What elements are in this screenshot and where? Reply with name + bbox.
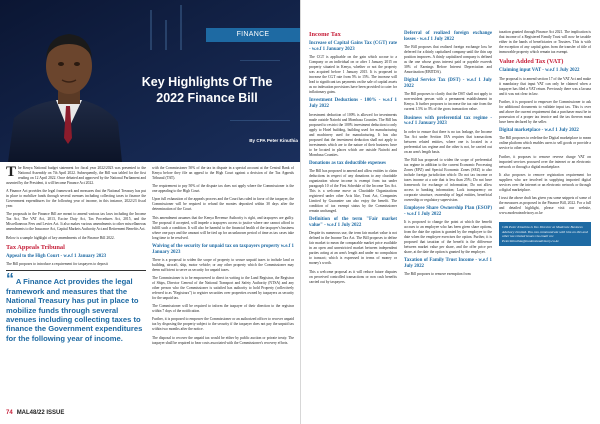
subheading-family-trust: Taxation of Family Trust Income - w.e.f 1 July 2022 <box>404 258 492 270</box>
page-number: 74 <box>6 410 13 416</box>
paragraph: The proposal is to amend section 17 of the VAT Act and make it mandatory that input VAT can only be claimed when a taxpayer has filed a VAT return. Previously there was a lacuna and it was not clear in law. <box>499 76 591 96</box>
paragraph: A Finance Act provides the legal framework and measures that the National Treasury has put in place to mobilize funds through several avenues including collecting taxes to finance the Government expenditures for the following year of income, in this instance, 2022/23 fiscal year. <box>6 189 146 209</box>
quote-mark-icon: “ <box>6 271 14 289</box>
column-1 <box>6 166 146 343</box>
paragraph: The Commissioner is to be empowered to direct in writing to the Land Registrar, the Registrar of Ships, Director General of the National Transport and Safety Authority (NTSA) and any other person who the Commissioner is satisfied has authority to hold Property (collectively referred to as "Registrars") to register securities over properties owned by taxpayers as security for the unpaid tax. <box>152 276 294 301</box>
heading-vat: Value Added Tax (VAT) <box>499 58 564 66</box>
column-4 <box>404 30 492 281</box>
paragraph: The Bill proposes to clarify that the DST shall not apply to non-resident person with a permanent establishment in Kenya. It further proposes to increase the tax rate from the current 1.5% to 3% of the gross transaction value. <box>404 92 492 112</box>
paragraph: The Bill proposes to remove exemption from <box>404 272 471 277</box>
paragraph: The Bill proposes to redefine the Digital marketplace to mean online platform which enables users to sell goods or provide a service to other users. <box>499 136 591 151</box>
byline: By CPA Peter Kinuthia <box>249 138 298 143</box>
paragraph: The CGT is applicable on the gain which accrue to a Company or an individual on or after 1 January 2015 on property situated in Kenya, whether or not the property was acquired before 1 January 2015. It is proposed to increase the CGT rate from 5% to 15%. The increase will lead to significant tax payments on the sale of capital assets as no indexation provisions have been provided to cater for inflationary gains. <box>309 55 397 95</box>
intro-paragraph: The Kenya National budget statement for fiscal year 2022/2023 was presented to the National Assembly on 7th April 2022. Subsequently, the Bill was tabled for the first reading on 12 April 2022. Once debated and approved by the National Parliament and assented by the President, it will become Finance Act 2022. <box>6 164 146 185</box>
paragraph: Upon full exhaustion of the appeals process and the Court has ruled in favor of the taxpayer, the Commissioner will be required to refund the monies deposited within 30 days after the determination of the Court. <box>152 197 294 212</box>
issue-label: MAL48/22 ISSUE <box>16 410 65 416</box>
subheading-donations: Donations as tax deductible expenses <box>309 160 386 166</box>
subheading-digital-service-tax: Digital Service Tax (DST) - w.e.f 1 July 2022 <box>404 78 492 90</box>
paragraph: Investment deduction of 100% is allowed for investments made outside Nairobi and Mombasa Counties. The Bill has proposed to restrict the 100% investment deduction to only apply to Hotel building, building used for manufacturing and machinery used for manufacturing. It has also proposed that the investment deduction shall not apply to investments which are to the nature of their business have to be located in places which are outside Nairobi and Mombasa Counties. <box>309 112 397 157</box>
column-3 <box>309 30 397 288</box>
author-bio-box: CPA Peter Kinuthia is Tax Director at Moderate Business Advisory Limited. You can communicate with him on this and other tax related issues via email on: Peter.Kinuthia@moderateadvisory.co.ke <box>499 222 591 246</box>
subheading-preferential-tax: Business with preferential tax regime - w.e.f 1 January 2023 <box>404 115 492 127</box>
column-2 <box>152 166 294 349</box>
subheading-investment-deductions: Investment Deductions - 100% - w.e.f 1 July 2022 <box>309 98 397 110</box>
subheading-digital-marketplace: Digital marketplace - w.e.f 1 July 2022 <box>499 128 579 134</box>
section-tab: FINANCE <box>206 28 300 42</box>
paragraph: Further, it is proposed to empower the Commissioner or an authorized officer to recover unpaid tax by disposing the property subject to the security if the taxpayer does not pay the unpaid tax within two months after the notice. <box>152 317 294 332</box>
paragraph: Further, it proposes to remove reverse charge VAT on imported services procured over the internet or an electronic network or through a digital marketplace. <box>499 154 591 169</box>
heading-tax-appeals-tribunal: Tax Appeals Tribunal <box>6 243 65 251</box>
paragraph: I trust the above draft has given you some snippets of some of the measures as proposed in the Finance Bill, 2022. For a full and detailed highlight, please visit our website, www.moderateadvisory.co.ke <box>499 195 591 215</box>
paragraph: taxation granted through Finance Act 2021. The implication is that income of a Registered Family Trust will now be taxable either in the hands of beneficiaries or Trustees. This is with the exception of any capital gains from the transfer of title of immovable property which remain tax exempt. <box>499 30 591 54</box>
paragraph: There is a proposal to widen the scope of property to secure unpaid taxes to include land or building, aircraft, ship, motor vehicle; or any other property which the Commissioner may deem sufficient to serve as security for unpaid taxes. <box>152 257 294 272</box>
paragraph: It is proposed to change the point at which the benefit accrues to an employee who has been given share options, from the date the option is granted by the employee to the date when the employee exercises the option. Further, it is proposed that taxation of the benefit is the difference between market value per share, and the offer price per share, at the date the option is granted by the employer. <box>404 220 492 255</box>
paragraph: with the Commissioner 50% of the tax in dispute in a special account at the Central Bank of Kenya before they file an appeal to the High Court against a decision of the Tax Appeals Tribunal (TAT). <box>152 166 294 180</box>
paragraph: It also proposes to remove registration requirement for suppliers who are involved in supplying imported digital services over the internet or an electronic network or through a digital marketplace. <box>499 172 591 192</box>
subheading-deferral-forex: Deferral of realized foreign exchange losses - w.e.f 1 July 2022 <box>404 31 492 42</box>
title-line-2: 2022 Finance Bill <box>156 91 258 105</box>
paragraph: The Bill has proposed to amend and allow entities to claim deductions in respect of any donations to any charitable organization whose income is exempt from tax under paragraph 10 of the First Schedule of the Income Tax Act. This is a welcome move as Charitable Organizations registered under other Acts like, Trust Act, Companies Limited by Guarantee can also enjoy the benefit. The condition of tax exempt status by the Commissioner remain unchanged. <box>309 169 397 214</box>
subheading-waiving-security: Waiving of the security for unpaid tax on taxpayers property w.e.f 1 January 2023 <box>152 243 294 255</box>
paragraph: Further, it is proposed to empower the Commissioner to ask for additional documents to validate input tax. This is over and above the current requirement that a purchaser must be in possession of a proper tax invoice and the tax thereon must have been declared by the seller. <box>499 99 591 124</box>
heading-income-tax: Income Tax <box>309 31 341 38</box>
pull-quote: “ A Finance Act provides the legal framework and measures that the National Treasury has put in place to mobilize funds through several avenues including collecting taxes to finance the Government expenditures for the following year of income. <box>6 270 146 343</box>
paragraph: In order to ensure that there is no tax leakage, the Income Tax Act under Section 18A requires that transactions between related entities, where one is located in a preferential tax regime and the other is not, be carried out on an arm's length basis. <box>404 129 492 154</box>
dropcap: T <box>6 164 17 180</box>
paragraph: The Bill proposes that realized foreign exchange loss be deferred for a thinly capitalized company until the thin cap position improves. A thinly capitalized company is defined as the one whose gross interest paid or payable exceeds 30% of Earnings Before Interest Depreciation and Amortization (EBITDA). <box>404 45 492 75</box>
subheading-claiming-input-vat: Claiming input VAT - w.e.f 1 July 2022 <box>499 68 580 74</box>
hero-banner <box>0 0 300 162</box>
paragraph: This amendment assumes that the Kenya Revenue Authority is right, and taxpayers are guilty. The proposal if accepted, will impede a taxpayers access to justice where one cannot afford to fulfill such a condition. It will also be harmful to the financial health of the taxpayer's business where one pays and the amount will be tied up for an unknown period of time as tax cases take long time to be resolved. <box>152 215 294 240</box>
subheading-cgt: Increase of Capital Gains Tax (CGT) rate - w.e.f 1 January 2023 <box>309 41 397 52</box>
page-footer <box>6 410 64 416</box>
paragraph: The Bill proposes to introduce a requirement for taxpayers to deposit <box>6 262 108 267</box>
paragraph: The Bill has proposed to widen the scope of preferential tax regime in addition to the current Economic Processing Zones (EPZ) and Special Economic Zones (SEZ) to also include foreign jurisdiction which: Do not tax income or taxes income at a rate that is less than 25%; Do not have framework for exchange of information; Do not allow access to banking information; Lack transparency on corporate structure, ownership of legal entities, beneficial ownership or regulatory supervision. <box>404 157 492 202</box>
paragraph: The disposal to recover the unpaid tax would be either by public auction or private treaty. The taxpayer shall be required to bear costs associated with the Commissioner's recovery efforts. <box>152 335 294 345</box>
right-page <box>300 0 600 424</box>
column-5 <box>499 30 591 246</box>
subheading-fair-market-value: Definition of the term "Fair market value" - w.e.f 1 July 2022 <box>309 217 397 229</box>
article-title <box>118 74 296 106</box>
title-line-1: Key Highlights Of The <box>141 75 273 89</box>
paragraph: Despite its numerous use, the term fair market value is not defined in the Income Tax Act. The Bill proposes to define fair market to mean the comparable market price available in an open and unrestricted market between independent parties acting at an arm's length and under no compulsion to transact; which is expressed in terms of money or money's worth. <box>309 231 397 266</box>
paragraph: The requirement to pay 50% of the dispute tax does not apply where the Commissioner is the one appealing to the High Court. <box>152 184 294 194</box>
paragraph: The Commissioner will be required to inform the taxpayer of their direction to the registrar within 7 days of the notification. <box>152 304 294 314</box>
subheading-appeal-high-court: Appeal to the High Court - w.e.f 1 January 2023 <box>6 253 107 259</box>
paragraph: The proposals in the Finance Bill are meant to amend various tax laws including the Income Tax Act, The VAT Act, 2013, Excise Duty Act, Tax Procedures Act, 2015, and the Miscellaneous Fees and Levies Act. It also makes various amendments to other miscellaneous amendments to the Insurance Act, Capital Markets Authority Act and Retirement Benefits Act. <box>6 212 146 232</box>
paragraph: Below is a sample highlight of key amendments of the Finance Bill 2022. <box>6 235 115 240</box>
paragraph: This a welcome proposal as it will reduce future disputes on perceived controlled transactions or non cash benefits carried out by taxpayers. <box>309 269 397 284</box>
subheading-esop: Employee Share Ownership Plan (ESOP) - w.e.f 1 July 2022 <box>404 206 492 217</box>
